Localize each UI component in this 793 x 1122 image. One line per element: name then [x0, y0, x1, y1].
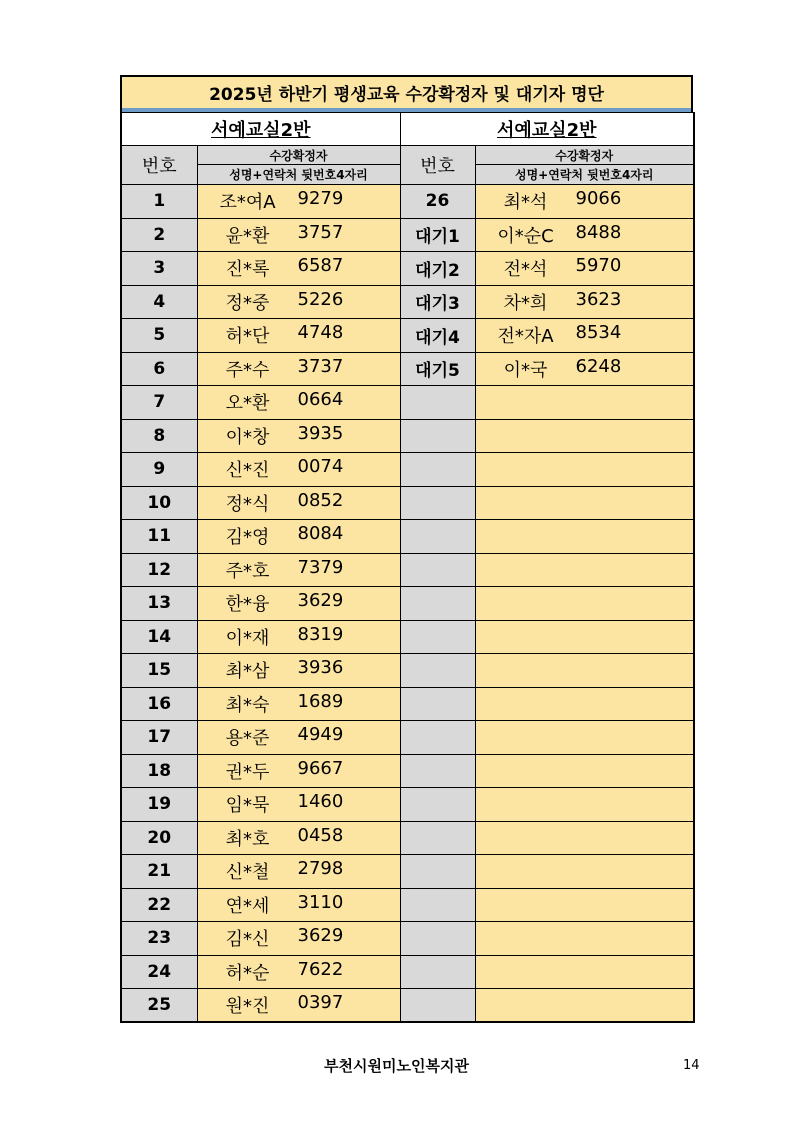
- left-row-number: 25: [121, 989, 197, 1023]
- phone-last4: 3737: [297, 355, 344, 377]
- phone-last4: 4748: [297, 322, 344, 344]
- left-row-number: 13: [121, 587, 197, 621]
- right-row-entry: [475, 888, 694, 922]
- person-name: 차*희: [503, 292, 548, 314]
- person-name: 최*호: [225, 828, 270, 850]
- right-row-number: [400, 989, 475, 1023]
- left-row-number: 15: [121, 654, 197, 688]
- left-row-number: 21: [121, 855, 197, 889]
- person-name: 임*묵: [225, 795, 270, 817]
- right-row-entry: [475, 922, 694, 956]
- left-row-entry: [197, 922, 400, 956]
- left-row-entry: [197, 419, 400, 453]
- person-name: 신*진: [225, 460, 270, 482]
- table-row: [121, 352, 694, 386]
- right-row-entry: [475, 754, 694, 788]
- phone-last4: 3757: [297, 221, 344, 243]
- right-row-entry: [475, 955, 694, 989]
- person-name: 전*자A: [497, 326, 554, 348]
- right-row-entry: [475, 352, 694, 386]
- phone-last4: 0074: [297, 456, 344, 478]
- right-row-entry: [475, 788, 694, 822]
- right-row-number: [400, 654, 475, 688]
- roster-body: [121, 185, 694, 1023]
- right-row-number: [400, 922, 475, 956]
- left-row-entry: [197, 352, 400, 386]
- right-row-number: [400, 520, 475, 554]
- person-name: 정*식: [225, 493, 270, 515]
- right-row-number: 대기2: [400, 252, 475, 286]
- phone-last4: 1460: [297, 791, 344, 813]
- right-row-number: 대기1: [400, 218, 475, 252]
- phone-last4: 9279: [297, 188, 344, 210]
- left-row-entry: [197, 520, 400, 554]
- person-name: 한*융: [225, 594, 270, 616]
- left-row-entry: [197, 587, 400, 621]
- right-row-entry: [475, 520, 694, 554]
- table-row: [121, 453, 694, 487]
- phone-last4: 7622: [297, 958, 344, 980]
- right-confirmed-subheader: 성명+연락처 뒷번호4자리: [475, 165, 694, 185]
- person-name: 원*진: [225, 996, 270, 1017]
- left-row-entry: [197, 721, 400, 755]
- right-row-entry: [475, 419, 694, 453]
- phone-last4: 7379: [297, 556, 344, 578]
- table-row: [121, 520, 694, 554]
- left-row-number: 9: [121, 453, 197, 487]
- table-row: [121, 218, 694, 252]
- left-row-entry: [197, 486, 400, 520]
- right-row-number: [400, 955, 475, 989]
- left-row-entry: [197, 654, 400, 688]
- right-row-entry: [475, 218, 694, 252]
- left-row-number: 22: [121, 888, 197, 922]
- right-row-number: [400, 419, 475, 453]
- left-row-number: 16: [121, 687, 197, 721]
- table-row: [121, 419, 694, 453]
- person-name: 최*삼: [225, 661, 270, 683]
- left-row-entry: [197, 620, 400, 654]
- table-row: [121, 285, 694, 319]
- person-name: 김*신: [225, 929, 270, 951]
- right-row-number: 대기5: [400, 352, 475, 386]
- left-row-number: 5: [121, 319, 197, 353]
- left-row-entry: [197, 888, 400, 922]
- left-row-number: 1: [121, 185, 197, 219]
- left-row-number: 4: [121, 285, 197, 319]
- phone-last4: 3623: [575, 288, 622, 310]
- right-row-number: 대기3: [400, 285, 475, 319]
- organization-name: 부천시원미노인복지관: [324, 1057, 469, 1075]
- table-row: [121, 386, 694, 420]
- right-row-entry: [475, 553, 694, 587]
- right-row-number: [400, 721, 475, 755]
- right-row-number: 대기4: [400, 319, 475, 353]
- right-row-number: [400, 620, 475, 654]
- right-row-entry: [475, 989, 694, 1023]
- table-row: [121, 185, 694, 219]
- roster-table: [120, 112, 695, 1023]
- right-row-number: [400, 553, 475, 587]
- table-row: [121, 687, 694, 721]
- person-name: 김*영: [225, 527, 270, 549]
- phone-last4: 8319: [297, 623, 344, 645]
- left-row-entry: [197, 788, 400, 822]
- right-row-entry: [475, 453, 694, 487]
- right-row-entry: [475, 587, 694, 621]
- right-class-name: 서예교실2반: [400, 113, 694, 146]
- phone-last4: 2798: [297, 858, 344, 880]
- left-row-number: 8: [121, 419, 197, 453]
- right-row-number: [400, 821, 475, 855]
- left-row-number: 7: [121, 386, 197, 420]
- phone-last4: 6587: [297, 255, 344, 277]
- person-name: 이*재: [225, 627, 270, 649]
- right-row-entry: [475, 721, 694, 755]
- left-row-entry: [197, 855, 400, 889]
- person-name: 이*순C: [497, 225, 554, 247]
- right-number-header: 번호: [400, 146, 475, 185]
- left-row-entry: [197, 252, 400, 286]
- phone-last4: 5970: [575, 255, 622, 277]
- person-name: 용*준: [225, 728, 270, 750]
- right-row-number: 26: [400, 185, 475, 219]
- right-row-entry: [475, 285, 694, 319]
- person-name: 주*호: [225, 560, 270, 582]
- roster-sheet: [120, 75, 693, 1023]
- right-row-number: [400, 587, 475, 621]
- person-name: 정*중: [225, 292, 270, 314]
- person-name: 오*환: [225, 393, 270, 415]
- right-row-number: [400, 453, 475, 487]
- table-row: [121, 486, 694, 520]
- phone-last4: 8534: [575, 322, 622, 344]
- right-row-number: [400, 855, 475, 889]
- right-confirmed-header: 수강확정자: [475, 146, 694, 165]
- left-row-entry: [197, 285, 400, 319]
- person-name: 권*두: [225, 761, 270, 783]
- table-row: [121, 319, 694, 353]
- right-row-entry: [475, 319, 694, 353]
- right-row-entry: [475, 486, 694, 520]
- right-row-entry: [475, 620, 694, 654]
- left-row-entry: [197, 386, 400, 420]
- left-row-number: 14: [121, 620, 197, 654]
- phone-last4: 6248: [575, 355, 622, 377]
- left-confirmed-subheader: 성명+연락처 뒷번호4자리: [197, 165, 400, 185]
- phone-last4: 3935: [297, 422, 344, 444]
- left-row-number: 6: [121, 352, 197, 386]
- right-row-entry: [475, 252, 694, 286]
- left-class-name: 서예교실2반: [121, 113, 400, 146]
- table-row: [121, 989, 694, 1023]
- table-row: [121, 754, 694, 788]
- phone-last4: 3629: [297, 925, 344, 947]
- table-row: [121, 888, 694, 922]
- left-row-number: 3: [121, 252, 197, 286]
- left-row-entry: [197, 218, 400, 252]
- person-name: 허*단: [225, 326, 270, 348]
- phone-last4: 0664: [297, 389, 344, 411]
- right-row-number: [400, 486, 475, 520]
- table-row: [121, 252, 694, 286]
- right-row-number: [400, 788, 475, 822]
- person-name: 이*국: [503, 359, 548, 381]
- left-row-number: 11: [121, 520, 197, 554]
- left-row-entry: [197, 553, 400, 587]
- document-title: 2025년 하반기 평생교육 수강확정자 및 대기자 명단: [120, 75, 693, 108]
- person-name: 최*숙: [225, 694, 270, 716]
- right-row-entry: [475, 821, 694, 855]
- phone-last4: 8488: [575, 221, 622, 243]
- table-row: [121, 855, 694, 889]
- left-number-header: 번호: [121, 146, 197, 185]
- left-row-entry: [197, 453, 400, 487]
- table-row: [121, 955, 694, 989]
- phone-last4: 1689: [297, 690, 344, 712]
- phone-last4: 3936: [297, 657, 344, 679]
- phone-last4: 3629: [297, 590, 344, 612]
- phone-last4: 9667: [297, 757, 344, 779]
- table-row: [121, 553, 694, 587]
- right-row-entry: [475, 687, 694, 721]
- phone-last4: 9066: [575, 188, 622, 210]
- left-confirmed-header: 수강확정자: [197, 146, 400, 165]
- right-row-number: [400, 687, 475, 721]
- person-name: 조*여A: [219, 192, 276, 214]
- person-name: 전*석: [503, 259, 548, 281]
- left-row-entry: [197, 319, 400, 353]
- person-name: 주*수: [225, 359, 270, 381]
- table-row: [121, 922, 694, 956]
- person-name: 신*철: [225, 862, 270, 884]
- right-row-entry: [475, 386, 694, 420]
- table-row: [121, 620, 694, 654]
- left-row-entry: [197, 687, 400, 721]
- table-row: [121, 788, 694, 822]
- right-row-number: [400, 386, 475, 420]
- person-name: 이*창: [225, 426, 270, 448]
- left-row-entry: [197, 185, 400, 219]
- phone-last4: 0852: [297, 489, 344, 511]
- table-row: [121, 821, 694, 855]
- phone-last4: 3110: [297, 891, 344, 913]
- left-row-number: 23: [121, 922, 197, 956]
- page-number: 14: [683, 1058, 700, 1073]
- right-row-number: [400, 754, 475, 788]
- person-name: 최*석: [503, 192, 548, 214]
- left-row-entry: [197, 821, 400, 855]
- phone-last4: 0458: [297, 824, 344, 846]
- left-row-entry: [197, 754, 400, 788]
- phone-last4: 0397: [297, 992, 344, 1013]
- right-row-entry: [475, 855, 694, 889]
- table-row: [121, 654, 694, 688]
- left-row-number: 10: [121, 486, 197, 520]
- person-name: 허*순: [225, 962, 270, 984]
- table-row: [121, 721, 694, 755]
- left-row-number: 19: [121, 788, 197, 822]
- right-row-number: [400, 888, 475, 922]
- right-row-entry: [475, 185, 694, 219]
- left-row-number: 18: [121, 754, 197, 788]
- left-row-number: 24: [121, 955, 197, 989]
- person-name: 윤*환: [225, 225, 270, 247]
- phone-last4: 8084: [297, 523, 344, 545]
- person-name: 진*록: [225, 259, 270, 281]
- left-row-entry: [197, 989, 400, 1023]
- phone-last4: 5226: [297, 288, 344, 310]
- person-name: 연*세: [225, 895, 270, 917]
- right-row-entry: [475, 654, 694, 688]
- left-row-entry: [197, 955, 400, 989]
- left-row-number: 17: [121, 721, 197, 755]
- left-row-number: 2: [121, 218, 197, 252]
- left-row-number: 12: [121, 553, 197, 587]
- left-row-number: 20: [121, 821, 197, 855]
- phone-last4: 4949: [297, 724, 344, 746]
- table-row: [121, 587, 694, 621]
